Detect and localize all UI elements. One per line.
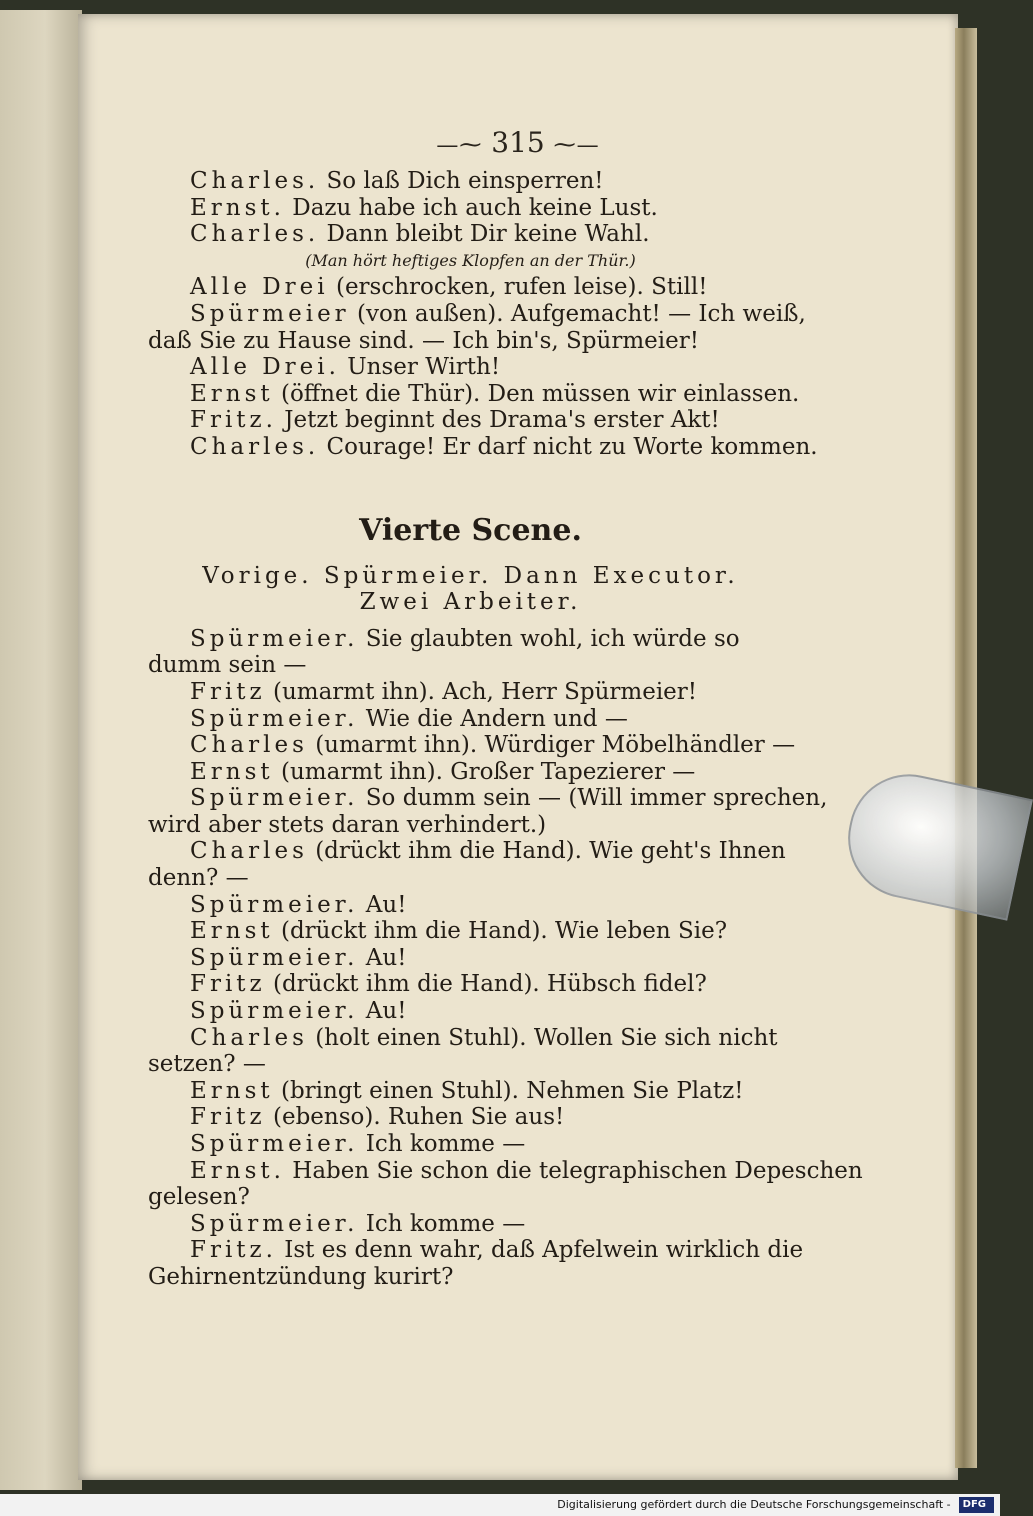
- stage-direction: (Man hört heftiges Klopfen an der Thür.): [305, 250, 636, 270]
- dialogue-text: Sie glaubten wohl, ich würde so: [365, 625, 740, 652]
- dialogue-line: [148, 998, 793, 1025]
- dialogue-text: Au!: [365, 998, 407, 1025]
- speaker-name: Spürmeier.: [190, 625, 359, 652]
- speaker-name: Spürmeier.: [190, 1131, 359, 1157]
- dialogue-before: [148, 168, 818, 461]
- page-header: [78, 126, 958, 159]
- speaker-name: Alle Drei: [190, 274, 329, 301]
- speaker-name: Fritz: [190, 971, 266, 998]
- dialogue-text: So dumm sein — (Will immer sprechen,: [365, 785, 828, 812]
- dialogue-line: [148, 732, 796, 759]
- dialogue-line: [148, 1078, 793, 1105]
- speaker-name: Spürmeier.: [190, 944, 359, 971]
- dialogue-text: (ebenso). Ruhen Sie aus!: [272, 1104, 565, 1131]
- dialogue-line: [148, 168, 793, 195]
- speaker-name: Spürmeier.: [190, 785, 359, 812]
- page-text: [148, 168, 863, 1291]
- dialogue-line: [148, 626, 793, 653]
- persons-line-1: Vorige. Spürmeier. Dann Executor.: [202, 562, 739, 589]
- dialogue-text: (umarmt ihn). Ach, Herr Spürmeier!: [272, 678, 698, 705]
- speaker-name: Ernst.: [190, 1157, 285, 1184]
- speaker-name: Spürmeier.: [190, 705, 359, 732]
- dialogue-text: So laß Dich einsperren!: [326, 168, 604, 194]
- speaker-name: Ernst: [190, 918, 274, 945]
- text-line: dumm sein —: [148, 652, 307, 679]
- dialogue-line: [148, 1104, 793, 1131]
- dialogue-text: Dazu habe ich auch keine Lust.: [292, 194, 658, 221]
- dialogue-line: [148, 892, 793, 919]
- speaker-name: Fritz: [190, 1104, 266, 1131]
- dialogue-line: [148, 918, 793, 945]
- dialogue-text: (umarmt ihn). Großer Tapezierer —: [280, 758, 696, 785]
- dialogue-line: [148, 785, 828, 812]
- scene-title: Vierte Scene.: [359, 512, 582, 548]
- dialogue-line: [148, 274, 793, 301]
- speaker-name: Charles: [190, 1024, 308, 1051]
- persons-line-2: Zwei Arbeiter.: [359, 589, 582, 616]
- dialogue-line: [148, 354, 793, 381]
- dialogue-text: Wie die Andern und —: [365, 705, 628, 732]
- dialogue-text: (umarmt ihn). Würdiger Möbelhändler —: [315, 732, 796, 759]
- dialogue-line: [148, 759, 793, 786]
- speaker-name: Alle Drei.: [190, 354, 340, 381]
- text-line: setzen? —: [148, 1051, 266, 1078]
- dialogue-text: (öffnet die Thür). Den müssen wir einlassen.: [280, 380, 800, 407]
- dialogue-text: (erschrocken, rufen leise). Still!: [335, 274, 708, 301]
- dialogue-line: [148, 838, 793, 865]
- dialogue-line: [148, 1025, 793, 1052]
- speaker-name: Ernst: [190, 758, 274, 785]
- speaker-name: Fritz.: [190, 1237, 277, 1264]
- dialogue-text: Jetzt beginnt des Drama's erster Akt!: [284, 407, 720, 434]
- dialogue-text: Haben Sie schon die telegraphischen Depeschen: [292, 1157, 863, 1184]
- footer-text: Digitalisierung gefördert durch die Deutsche Forschungsgemeinschaft -: [557, 1498, 951, 1511]
- text-line: wird aber stets daran verhindert.): [148, 811, 547, 838]
- dialogue-line: [148, 945, 793, 972]
- dialogue-text: Ich komme —: [365, 1210, 526, 1237]
- dialogue-line: [148, 407, 793, 434]
- dialogue-text: Courage! Er darf nicht zu Worte kommen.: [326, 433, 818, 460]
- speaker-name: Charles.: [190, 221, 320, 248]
- speaker-name: Ernst: [190, 380, 274, 407]
- dialogue-text: (holt einen Stuhl). Wollen Sie sich nicht: [315, 1024, 778, 1051]
- dialogue-text: Dann bleibt Dir keine Wahl.: [326, 221, 650, 248]
- text-line: Gehirnentzündung kurirt?: [148, 1263, 454, 1290]
- dialogue-line: [148, 1157, 863, 1185]
- text-line: gelesen?: [148, 1184, 250, 1211]
- dialogue-line: [148, 706, 793, 733]
- dialogue-line: [148, 195, 793, 222]
- speaker-name: Ernst.: [190, 194, 285, 221]
- speaker-name: Ernst: [190, 1077, 274, 1104]
- speaker-name: Charles: [190, 838, 308, 865]
- text-line: denn? —: [148, 865, 249, 892]
- page-number: 315: [491, 126, 545, 159]
- dialogue-line: [148, 433, 818, 461]
- dialogue-line: [148, 971, 793, 998]
- dialogue-line: [148, 221, 793, 248]
- speaker-name: Spürmeier.: [190, 1210, 359, 1237]
- speaker-name: Spürmeier: [190, 300, 350, 327]
- dialogue-text: Au!: [365, 944, 407, 971]
- dialogue-text: (von außen). Aufgemacht! — Ich weiß,: [356, 300, 806, 327]
- footer-bar: [0, 1494, 1000, 1516]
- text-line: daß Sie zu Hause sind. — Ich bin's, Spürmeier!: [148, 327, 699, 354]
- speaker-name: Fritz.: [190, 407, 277, 434]
- dialogue-text: (bringt einen Stuhl). Nehmen Sie Platz!: [280, 1077, 744, 1104]
- dialogue-text: Unser Wirth!: [347, 354, 501, 381]
- dialogue-after: [148, 625, 863, 1291]
- dialogue-line: [148, 1131, 793, 1158]
- speaker-name: Spürmeier.: [190, 891, 359, 918]
- dialogue-text: (drückt ihm die Hand). Wie geht's Ihnen: [315, 838, 786, 865]
- speaker-name: Charles.: [190, 168, 320, 194]
- header-ornament-left: —⁓: [436, 133, 483, 158]
- left-page-edge: [0, 10, 82, 1490]
- dialogue-text: Ist es denn wahr, daß Apfelwein wirklich die: [284, 1237, 804, 1264]
- dialogue-text: (drückt ihm die Hand). Hübsch fidel?: [272, 971, 707, 998]
- dialogue-line: [148, 300, 806, 328]
- page-edge-stack: [955, 28, 977, 1468]
- dialogue-line: [148, 679, 793, 706]
- dialogue-text: Ich komme —: [365, 1131, 526, 1157]
- header-ornament-right: ⁓—: [553, 133, 600, 158]
- gap: [148, 616, 793, 626]
- speaker-name: Spürmeier.: [190, 998, 359, 1025]
- dialogue-line: [148, 380, 800, 408]
- speaker-name: Charles: [190, 732, 308, 759]
- dialogue-line: [148, 1237, 804, 1264]
- dialogue-text: Au!: [365, 891, 407, 918]
- speaker-name: Charles.: [190, 433, 320, 460]
- dialogue-text: (drückt ihm die Hand). Wie leben Sie?: [280, 918, 728, 945]
- dfg-logo: DFG: [959, 1497, 994, 1513]
- dialogue-line: [148, 1211, 793, 1238]
- speaker-name: Fritz: [190, 678, 266, 705]
